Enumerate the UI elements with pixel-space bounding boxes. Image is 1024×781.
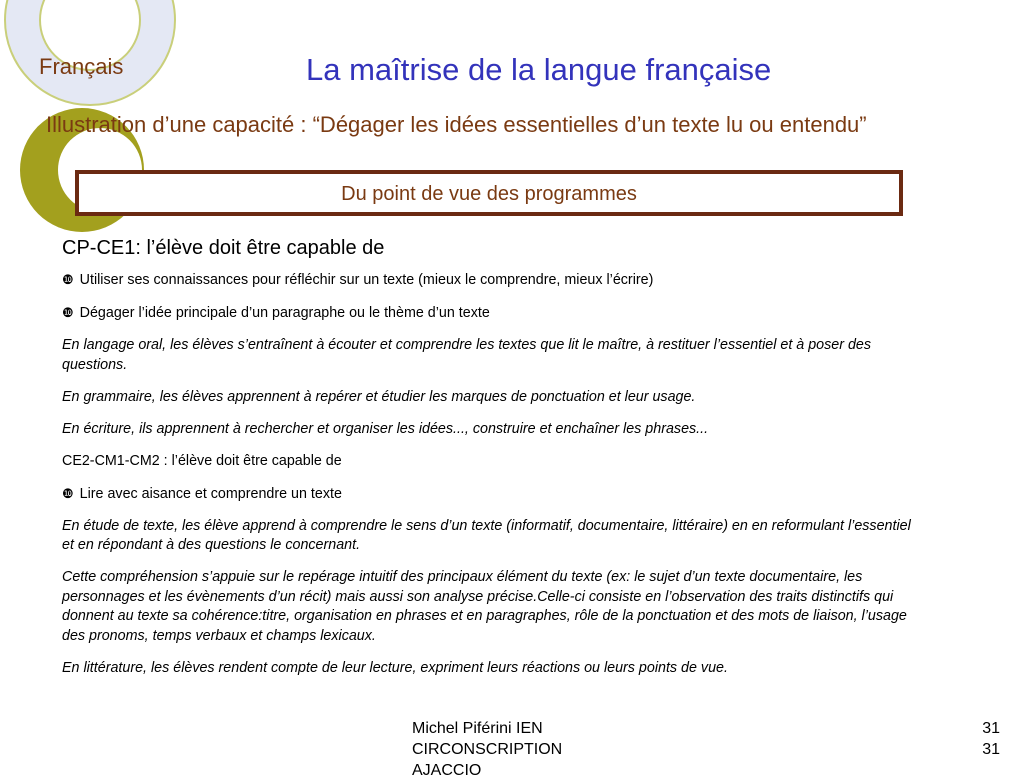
bullet-text: Lire avec aisance et comprendre un texte <box>79 485 342 502</box>
italic-paragraph: En langage oral, les élèves s’entraînent à écouter et comprendre les textes que lit le maître, à restituer l’essentiel et à poser des questions. <box>62 337 872 373</box>
cp-ce1-heading: CP-CE1: l’élève doit être capable de <box>62 237 385 259</box>
slide-number-value: 31 <box>982 741 1000 758</box>
bullet-icon: ❿ <box>62 485 74 501</box>
bullet-icon: ❿ <box>62 305 74 320</box>
bullet-icon: ❿ <box>62 272 74 287</box>
programmes-frame <box>75 170 903 216</box>
capacity-heading: Illustration d’une capacité : “Dégager les idées essentielles d’un texte lu ou entendu” <box>46 112 867 137</box>
content-body <box>62 236 912 691</box>
footer-author <box>412 718 632 779</box>
italic-paragraph: Cette compréhension s’appuie sur le repérage intuitif des principaux élément du texte (ex: le sujet d’un texte documentaire, les personnages et les évènements d’un récit) mais aussi son analyse précise.Celle-ci consiste en l’observation des traits distinctifs qui donnent au texte sa cohérence:titre, organisation en phrases et en paragraphes, rôle de la ponctuation et des mots de liaison, l’usage des pronoms, temps verbaux et champs lexicaux. <box>62 569 907 644</box>
list-item <box>62 484 912 505</box>
list-item <box>62 270 912 291</box>
footer-author-line: CIRCONSCRIPTION <box>412 741 563 758</box>
slide-number-value: 31 <box>982 720 1000 737</box>
footer-author-line: Michel Piférini IEN <box>412 720 543 737</box>
italic-paragraph: En écriture, ils apprennent à rechercher et organiser les idées..., construire et enchaîner les phrases... <box>62 420 709 437</box>
bullet-text: Dégager l’idée principale d’un paragraphe ou le thème d’un texte <box>79 305 490 321</box>
frame-label: Du point de vue des programmes <box>341 183 637 205</box>
ce2-cm2-heading: CE2-CM1-CM2 : l’élève doit être capable de <box>62 452 342 469</box>
footer-author-line: AJACCIO <box>412 762 482 779</box>
italic-paragraph: En étude de texte, les élève apprend à comprendre le sens d’un texte (informatif, documentaire, littéraire) en en reformulant l’essentiel et en répondant à des questions le concernant. <box>62 517 911 553</box>
subject-label: Français <box>39 54 124 79</box>
slide-number <box>970 718 1000 760</box>
italic-paragraph: En littérature, les élèves rendent compte de leur lecture, expriment leurs réactions ou leurs points de vue. <box>62 659 728 676</box>
slide-title: La maîtrise de la langue française <box>306 52 772 87</box>
italic-paragraph: En grammaire, les élèves apprennent à repérer et étudier les marques de ponctuation et leur usage. <box>62 388 696 405</box>
list-item <box>62 303 912 324</box>
bullet-text: Utiliser ses connaissances pour réfléchir sur un texte (mieux le comprendre, mieux l’écrire) <box>79 272 654 288</box>
